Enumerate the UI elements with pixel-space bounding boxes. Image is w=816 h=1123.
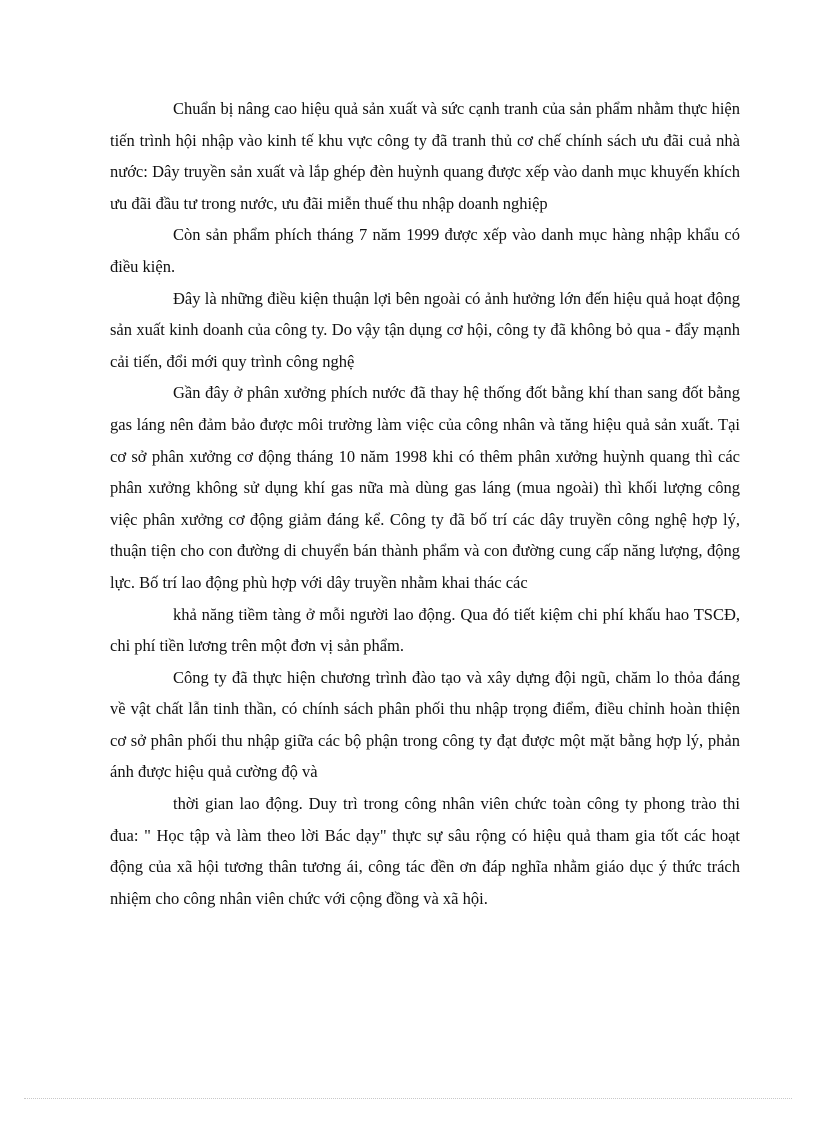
paragraph-7: thời gian lao động. Duy trì trong công nhân viên chức toàn công ty phong trào thi đua: " Học tập và làm theo lời Bác dạy" thực sự sâu rộng có hiệu quả tham gia tốt các hoạt động của xã hội tương thân tương ái, công tác đền ơn đáp nghĩa nhằm giáo dục ý thức trách nhiệm cho công nhân viên chức với cộng đồng và xã hội. <box>110 794 740 908</box>
paragraph-4: Gần đây ở phân xưởng phích nước đã thay hệ thống đốt bằng khí than sang đốt bằng gas láng nên đảm bảo được môi trường làm việc của công nhân và tăng hiệu quả sản xuất. Tại cơ sở phân xưởng cơ động tháng 10 năm 1998 khi có thêm phân xưởng huỳnh quang thì các phân xưởng không sử dụng khí gas nữa mà dùng gas láng (mua ngoài) thì khối lượng công việc phân xưởng cơ động giảm đáng kể. Công ty đã bố trí các dây truyền công nghệ hợp lý, thuận tiện cho con đường di chuyển bán thành phẩm và con đường cung cấp năng lượng, động lực. Bố trí lao động phù hợp với dây truyền nhằm khai thác các <box>110 383 740 592</box>
paragraph-2: Còn sản phẩm phích tháng 7 năm 1999 được xếp vào danh mục hàng nhập khẩu có điều kiện. <box>110 225 740 276</box>
document-body <box>110 93 740 914</box>
page-bottom-border <box>24 1098 792 1099</box>
paragraph-1: Chuẩn bị nâng cao hiệu quả sản xuất và sức cạnh tranh của sản phẩm nhằm thực hiện tiến trình hội nhập vào kinh tế khu vực công ty đã tranh thủ cơ chế chính sách ưu đãi cuả nhà nước: Dây truyền sản xuất và lắp ghép đèn huỳnh quang được xếp vào danh mục khuyến khích ưu đãi đầu tư trong nước, ưu đãi miễn thuế thu nhập doanh nghiệp <box>110 99 740 213</box>
paragraph-3: Đây là những điều kiện thuận lợi bên ngoài có ảnh hưởng lớn đến hiệu quả hoạt động sản xuất kinh doanh của công ty. Do vậy tận dụng cơ hội, công ty đã không bỏ qua - đẩy mạnh cải tiến, đổi mới quy trình công nghệ <box>110 288 740 371</box>
paragraph-6: Công ty đã thực hiện chương trình đào tạo và xây dựng đội ngũ, chăm lo thỏa đáng về vật chất lẫn tinh thần, có chính sách phân phối thu nhập trọng điểm, điều chỉnh hoàn thiện cơ sở phân phối thu nhập giữa các bộ phận trong công ty đạt được một mặt bằng hợp lý, phản ánh được hiệu quả cường độ và <box>110 667 740 782</box>
paragraph-5: khả năng tiềm tàng ở mỗi người lao động. Qua đó tiết kiệm chi phí khấu hao TSCĐ, chi phí tiền lương trên một đơn vị sản phẩm. <box>110 604 740 656</box>
